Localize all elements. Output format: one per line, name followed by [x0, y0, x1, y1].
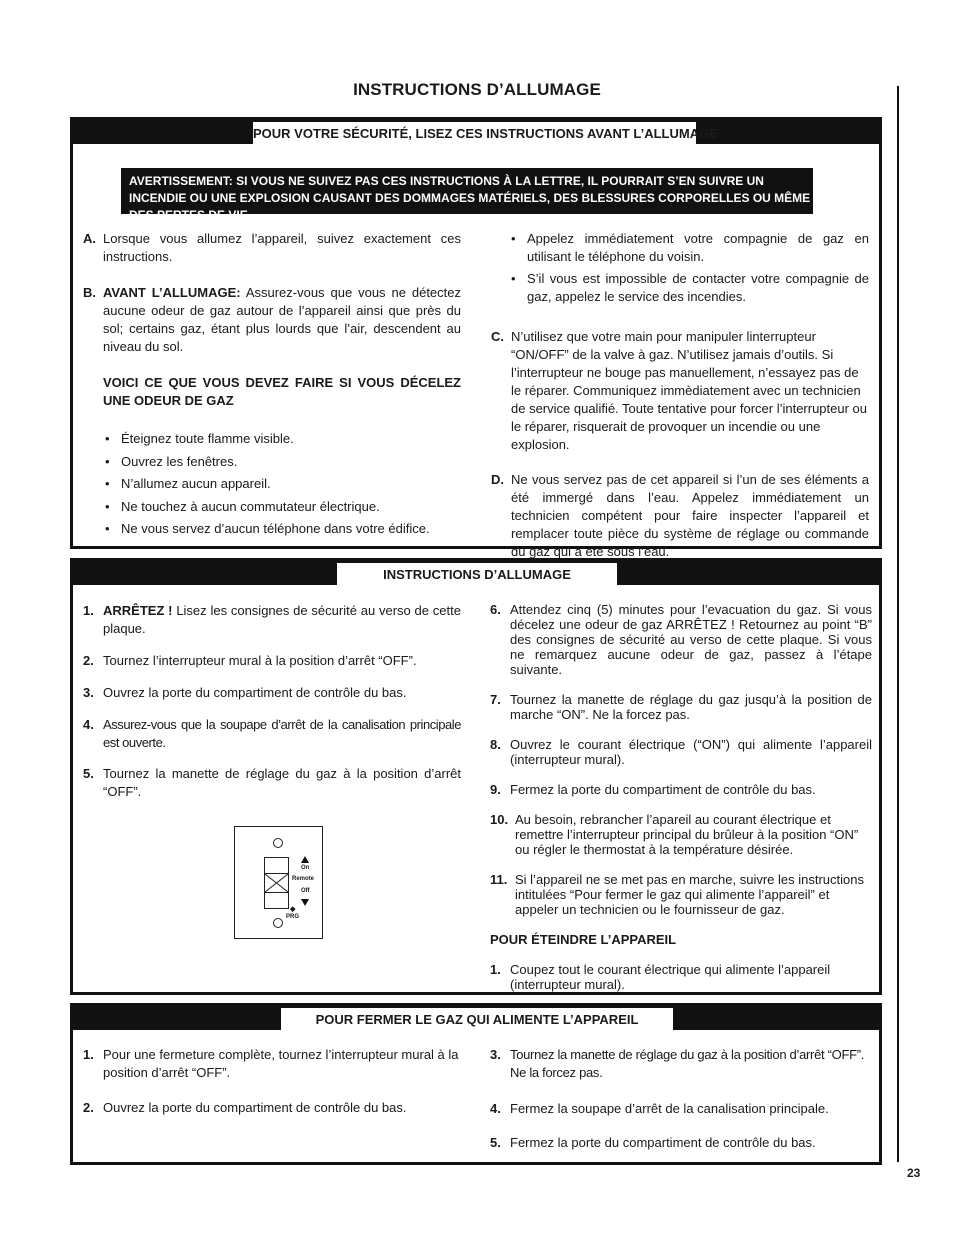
shutoff-left-column [83, 1046, 461, 1117]
screw-icon [273, 838, 283, 848]
wall-switch-diagram [234, 826, 323, 939]
switch-on-label: On [301, 865, 310, 871]
lighting-step-4: 4. Assurez-vous que la soupape d’arrêt de la canalisation principale est ouverte. [83, 717, 461, 750]
safety-right-column [491, 230, 869, 561]
lighting-step-10: 10. Au besoin, rebrancher l’apareil au courant électrique et remettre l’interrupteur principal du brûleur à la position “ON” ou régler le thermostat à la température désirée. [490, 812, 859, 857]
diamond-icon: ◆ [290, 906, 296, 913]
switch-prg-label: PRG [286, 914, 300, 920]
lighting-box [70, 558, 882, 995]
smell-bullet: • Ne touchez à aucun commutateur électrique. [103, 496, 461, 519]
safety-item-d: D. Ne vous servez pas de cet appareil si l’un de ses éléments a été immergé dans l’eau. Appelez immédiatement un technicien compétent pour faire inspecter l’appareil et remplacer toute pièce du système de réglage ou commande du gaz qui a été sous l’eau. [491, 472, 869, 559]
neighbor-bullet: • Appelez immédiatement votre compagnie de gaz en utilisant le téléphone du voisin. [509, 230, 869, 266]
lighting-right-column [490, 602, 872, 992]
screw-icon [273, 918, 283, 928]
switch-remote-label: Remote [292, 876, 315, 882]
safety-item-a: A. Lorsque vous allumez l’appareil, suivez exactement ces instructions. [83, 231, 461, 264]
rocker-icon [264, 857, 289, 909]
shutoff-step-1: 1. Pour une fermeture complète, tournez l’interrupteur mural à la position d’arrêt “OFF”. [83, 1047, 459, 1080]
shutoff-step-3: 3. Tournez la manette de réglage du gaz à la position d’arrêt “OFF”. Ne la forcez pas. [490, 1047, 865, 1080]
shutoff-step-5: 5. Fermez la porte du compartiment de contrôle du bas. [490, 1135, 816, 1150]
neighbor-bullet: • S’il vous est impossible de contacter votre compagnie de gaz, appelez le service des incendies. [509, 270, 869, 306]
turn-off-heading: POUR ÉTEINDRE L’APPAREIL [490, 932, 677, 947]
switch-off-label: Off [301, 888, 310, 894]
safety-item-b: B. AVANT L’ALLUMAGE: Assurez-vous que vous ne détectez aucune odeur de gaz autour de l’appareil ainsi que près du sol; certains gaz, étant plus lourds que l’air, descendent au niveau du sol. [83, 285, 462, 354]
right-margin-rule [897, 86, 899, 1162]
smell-heading: VOICI CE QUE VOUS DEVEZ FAIRE SI VOUS DÉCELEZ UNE ODEUR DE GAZ [103, 375, 461, 408]
lighting-step-7: 7. Tournez la manette de réglage du gaz jusqu’à la position de marche “ON”. Ne la forcez pas. [490, 692, 872, 722]
page-number: 23 [907, 1166, 921, 1180]
safety-left-column [83, 230, 461, 541]
lighting-step-8: 8. Ouvrez le courant électrique (“ON”) qui alimente l’appareil (interrupteur mural). [490, 737, 872, 767]
turn-off-step-1: 1. Coupez tout le courant électrique qui alimente l’appareil (interrupteur mural). [490, 962, 831, 992]
smell-bullet: • Éteignez toute flamme visible. [103, 428, 461, 451]
arrow-up-icon [301, 856, 309, 863]
shutoff-box [70, 1003, 882, 1165]
smell-bullet: • Ne vous servez d’aucun téléphone dans votre édifice. [103, 518, 461, 541]
rocker-cross-icon [265, 874, 288, 892]
arrow-down-icon [301, 899, 309, 906]
lighting-step-6: 6. Attendez cinq (5) minutes pour l’evacuation du gaz. Si vous décelez une odeur de gaz ARRÊTEZ ! Retournez au point “B” des consignes de sécurité au verso de cette plaque. Si vous ne remarquez aucune odeur de gaz, passez à l’étape suivante. [490, 602, 872, 677]
shutoff-heading: POUR FERMER LE GAZ QUI ALIMENTE L’APPAREIL [281, 1008, 673, 1032]
smell-bullet: • N’allumez aucun appareil. [103, 473, 461, 496]
shutoff-step-2: 2. Ouvrez la porte du compartiment de contrôle du bas. [83, 1100, 407, 1115]
shutoff-step-4: 4. Fermez la soupape d’arrêt de la canalisation principale. [490, 1101, 829, 1116]
safety-item-c: C. N’utilisez que votre main pour manipuler linterrupteur “ON/OFF” de la valve à gaz. N’utilisez jamais d’outils. Si l’interrupteur ne bouge pas manuellement, n’essayez pas de le réparer. Communiquez immèdiatement avec un technicien de service qualifié. Toute tentative pour forcer l’interrupteur ou le réparer, risquerait de provoquer un incendie ou une explosion. [491, 329, 868, 452]
smell-bullet: • Ouvrez les fenêtres. [103, 451, 461, 474]
lighting-step-11: 11. Si l’appareil ne se met pas en marche, suivre les instructions intitulées “Pour fermer le gaz qui alimente l’appareil” et appeler un technicien ou le fournisseur de gaz. [490, 872, 864, 917]
smell-bullets [103, 428, 461, 541]
page-title: INSTRUCTIONS D’ALLUMAGE [353, 80, 601, 99]
neighbor-bullets [491, 230, 869, 306]
lighting-step-2: 2. Tournez l’interrupteur mural à la position d’arrêt “OFF”. [83, 653, 417, 668]
safety-box [70, 117, 882, 559]
safety-heading: POUR VOTRE SÉCURITÉ, LISEZ CES INSTRUCTIONS AVANT L’ALLUMAGE [253, 122, 696, 146]
shutoff-right-column [490, 1046, 872, 1152]
lighting-step-9: 9. Fermez la porte du compartiment de contrôle du bas. [490, 782, 816, 797]
warning-banner: AVERTISSEMENT: SI VOUS NE SUIVEZ PAS CES INSTRUCTIONS À LA LETTRE, IL POURRAIT S’EN SUIVRE UN INCENDIE OU UNE EXPLOSION CAUSANT DES DOMMAGES MATÉRIELS, DES BLESSURES CORPORELLES OU MÊME DES PERTES DE VIE. [121, 168, 813, 214]
lighting-heading: INSTRUCTIONS D’ALLUMAGE [337, 563, 617, 587]
lighting-left-column [83, 602, 461, 801]
lighting-step-1: 1. ARRÊTEZ ! Lisez les consignes de sécurité au verso de cette plaque. [83, 603, 461, 636]
lighting-step-5: 5. Tournez la manette de réglage du gaz à la position d’arrêt “OFF”. [83, 766, 461, 799]
lighting-step-3: 3. Ouvrez la porte du compartiment de contrôle du bas. [83, 685, 407, 700]
